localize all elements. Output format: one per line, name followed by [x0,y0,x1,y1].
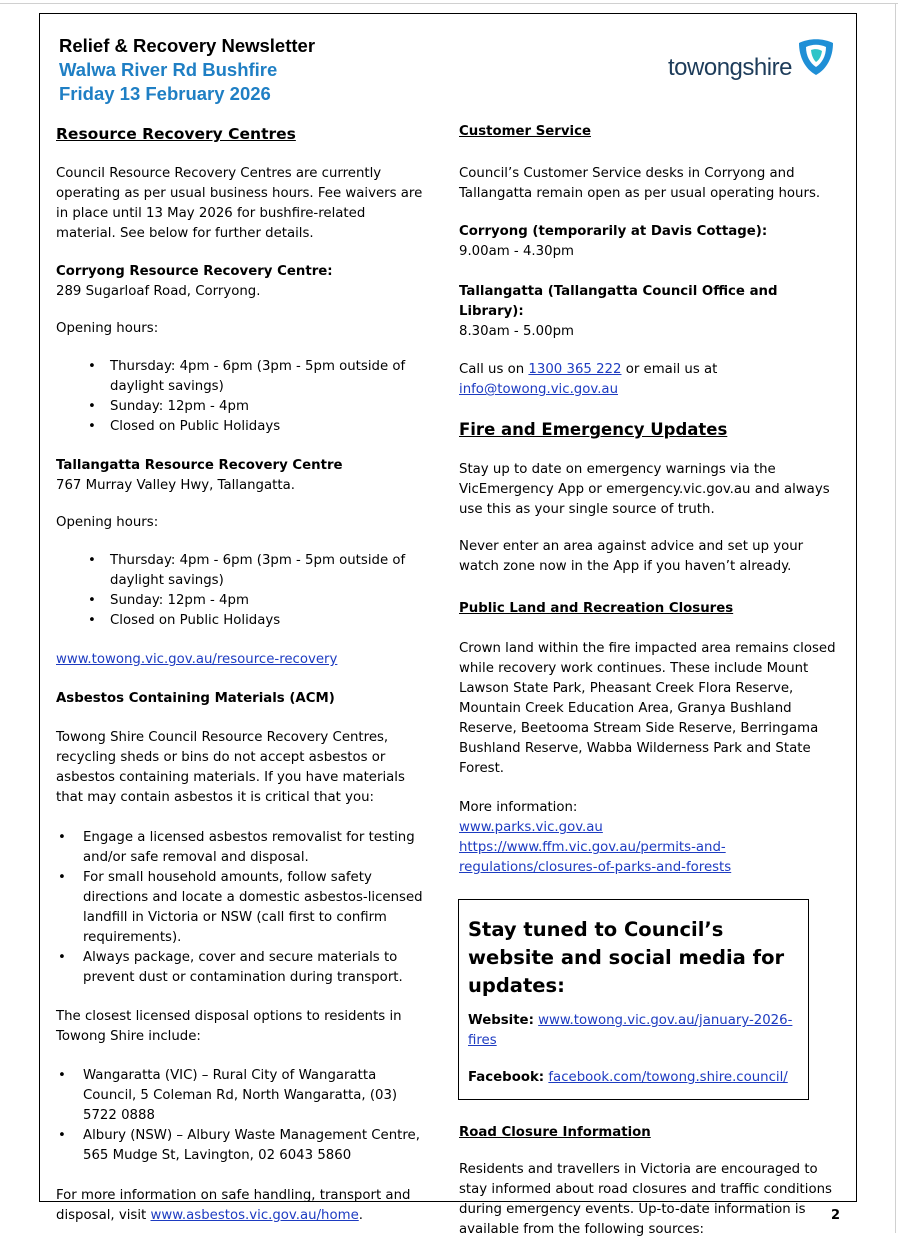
list-item: • Thursday: 4pm - 6pm (3pm - 5pm outside of daylight savings) [56,357,428,397]
call-prefix: Call us on [459,362,529,377]
acm-more-info [56,1186,428,1226]
shield-swirl-icon [795,37,837,77]
contact-line [459,360,844,380]
corryong-office-hours: 9.00am - 4.30pm [459,244,574,259]
closures-more-label: More information: [459,800,578,815]
left-column [56,123,428,1226]
list-item: • For small household amounts, follow safety directions and locate a domestic asbestos-licensed landfill in Victoria or NSW (call first to confirm requirements). [56,868,428,948]
customer-service-heading: Customer Service [459,124,591,139]
stay-tuned-callout [458,899,809,1100]
list-item: • Thursday: 4pm - 6pm (3pm - 5pm outside of daylight savings) [56,551,428,591]
page-edge-top [0,3,898,4]
callout-title: Stay tuned to Council’s website and social media for updates: [468,918,785,997]
list-item: • Closed on Public Holidays [56,611,428,631]
road-closure-heading: Road Closure Information [459,1125,651,1140]
disposal-options-list [56,1066,428,1166]
newsletter-title: Relief & Recovery Newsletter [59,35,316,56]
tallangatta-office-label: Tallangatta (Tallangatta Council Office and Library): [459,284,778,319]
page-edge-right [895,3,896,1233]
page-number: 2 [831,1208,841,1223]
facebook-line [468,1068,799,1088]
towong-shire-logo [668,37,838,85]
title-block [59,34,315,106]
list-item: • Closed on Public Holidays [56,417,428,437]
corryong-rrc-address: 289 Sugarloaf Road, Corryong. [56,284,261,299]
newsletter-page [39,13,857,1237]
closures-heading: Public Land and Recreation Closures [459,601,734,616]
fire-updates-p2: Never enter an area against advice and set up your watch zone now in the App if you haven’t already. [459,539,804,574]
tallangatta-rrc-address: 767 Murray Valley Hwy, Tallangatta. [56,478,295,493]
corryong-office-label: Corryong (temporarily at Davis Cottage): [459,224,768,239]
newsletter-date: Friday 13 February 2026 [59,83,271,104]
acm-heading: Asbestos Containing Materials (ACM) [56,691,335,706]
corryong-hours-list [56,357,428,437]
list-item: • Engage a licensed asbestos removalist for testing and/or safe removal and disposal. [56,828,428,868]
list-item: • Albury (NSW) – Albury Waste Management Centre, 565 Mudge St, Lavington, 02 6043 5860 [56,1126,428,1166]
closures-text: Crown land within the fire impacted area remains closed while recovery work continues. These include Mount Lawson State Park, Pheasant Creek Flora Reserve, Mountain Creek Education Area, Granya Bushland Reserve, Beetooma Stream Side Reserve, Berringama Bushland Reserve, Wabba Wilderness Park and State Forest. [459,641,836,776]
acm-actions-list [56,828,428,988]
facebook-label: Facebook: [468,1070,545,1085]
asbestos-link[interactable]: www.asbestos.vic.gov.au/home [150,1208,359,1223]
newsletter-subtitle: Walwa River Rd Bushfire [59,59,278,80]
website-label: Website: [468,1013,534,1028]
disposal-intro: The closest licensed disposal options to residents in Towong Shire include: [56,1009,402,1044]
more-info-text: For more information on safe handling, transport and disposal, visit [56,1188,411,1223]
corryong-rrc-name: Corryong Resource Recovery Centre: [56,264,333,279]
email-prefix: or email us at [621,362,718,377]
right-column [459,122,844,1240]
road-closure-text: Residents and travellers in Victoria are encouraged to stay informed about road closures and traffic conditions during emergency events. Up-to-date information is available from the following sources: [459,1162,832,1237]
more-info-end: . [358,1208,363,1223]
list-item: • Sunday: 12pm - 4pm [56,397,428,417]
resource-recovery-link[interactable]: www.towong.vic.gov.au/resource-recovery [56,652,338,667]
acm-intro: Towong Shire Council Resource Recovery Centres, recycling sheds or bins do not accept asbestos or asbestos containing materials. If you have materials that may contain asbestos it is critical that you: [56,730,405,805]
corryong-hours-label: Opening hours: [56,321,159,336]
parks-link[interactable]: www.parks.vic.gov.au [459,820,603,835]
list-item: • Sunday: 12pm - 4pm [56,591,428,611]
phone-link[interactable]: 1300 365 222 [528,362,622,377]
list-item: • Wangaratta (VIC) – Rural City of Wangaratta Council, 5 Coleman Rd, North Wangaratta, (03) 5722 0888 [56,1066,428,1126]
list-item: • Always package, cover and secure materials to prevent dust or contamination during transport. [56,948,428,988]
website-link[interactable]: www.towong.vic.gov.au/january-2026-fires [468,1013,793,1048]
fire-updates-p1: Stay up to date on emergency warnings via the VicEmergency App or emergency.vic.gov.au and always use this as your single source of truth. [459,462,830,517]
facebook-link[interactable]: facebook.com/towong.shire.council/ [548,1070,788,1085]
customer-service-intro: Council’s Customer Service desks in Corryong and Tallangatta remain open as per usual operating hours. [459,166,821,201]
website-line [468,1011,799,1051]
fire-updates-heading: Fire and Emergency Updates [459,420,728,439]
tallangatta-office-hours: 8.30am - 5.00pm [459,324,574,339]
rrc-intro: Council Resource Recovery Centres are currently operating as per usual business hours. Fee waivers are in place until 13 May 2026 for bushfire-related material. See below for further details. [56,166,423,241]
ffm-closures-link[interactable]: https://www.ffm.vic.gov.au/permits-and-regulations/closures-of-parks-and-forests [459,840,732,875]
logo-text: towongshire [668,54,792,81]
rrc-heading: Resource Recovery Centres [56,125,296,143]
tallangatta-hours-label: Opening hours: [56,515,159,530]
email-link[interactable]: info@towong.vic.gov.au [459,382,619,397]
tallangatta-hours-list [56,551,428,631]
tallangatta-rrc-name: Tallangatta Resource Recovery Centre [56,458,343,473]
